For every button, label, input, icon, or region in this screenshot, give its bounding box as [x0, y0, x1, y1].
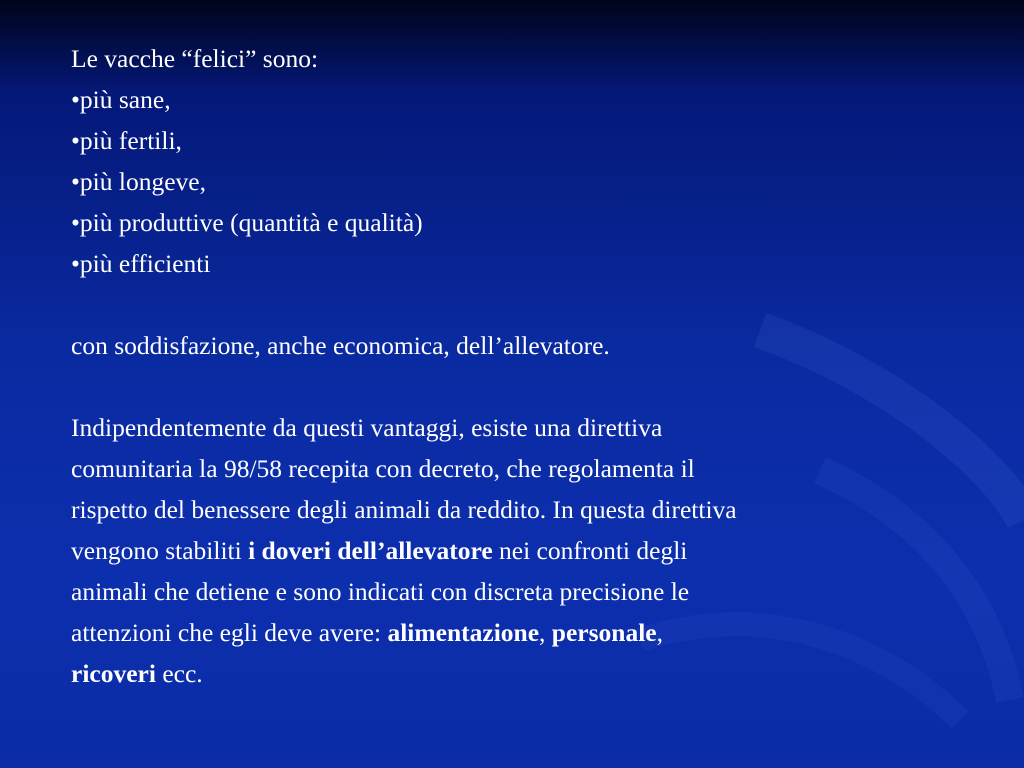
- intro-line: Le vacche “felici” sono:: [71, 44, 319, 73]
- paragraph-text: nei confronti degli: [492, 536, 688, 565]
- bold-staff-word: personale: [551, 618, 657, 647]
- bullet-item: •più produttive (quantità e qualità): [71, 208, 423, 237]
- paragraph-line: Indipendentemente da questi vantaggi, esiste una direttiva: [71, 413, 663, 442]
- bullet-item: •più longeve,: [71, 167, 206, 196]
- paragraph-line: [71, 530, 971, 571]
- bold-duties-phrase: i doveri dell’allevatore: [248, 536, 493, 565]
- paragraph-line: rispetto del benessere degli animali da reddito. In questa direttiva: [71, 495, 737, 524]
- paragraph-line: animali che detiene e sono indicati con discreta precisione le: [71, 577, 690, 606]
- paragraph-text: vengono stabiliti: [71, 536, 249, 565]
- directive-paragraph: [71, 407, 971, 694]
- bullet-item: •più efficienti: [71, 249, 211, 278]
- bullet-item: •più sane,: [71, 85, 171, 114]
- spacer: [71, 366, 971, 407]
- paragraph-line: comunitaria la 98/58 recepita con decreto, che regolamenta il: [71, 454, 695, 483]
- satisfaction-line: con soddisfazione, anche economica, dell’allevatore.: [71, 331, 610, 360]
- separator-text: ,: [656, 618, 663, 647]
- bold-housing-word: ricoveri: [71, 659, 156, 688]
- bold-feeding-word: alimentazione: [387, 618, 540, 647]
- bullet-item: •più fertili,: [71, 126, 182, 155]
- paragraph-text: ecc.: [155, 659, 203, 688]
- paragraph-line: [71, 612, 971, 653]
- paragraph-line: [71, 653, 971, 694]
- slide-content: [71, 38, 971, 694]
- spacer: [71, 284, 971, 325]
- separator-text: ,: [539, 618, 552, 647]
- paragraph-text: attenzioni che egli deve avere:: [71, 618, 388, 647]
